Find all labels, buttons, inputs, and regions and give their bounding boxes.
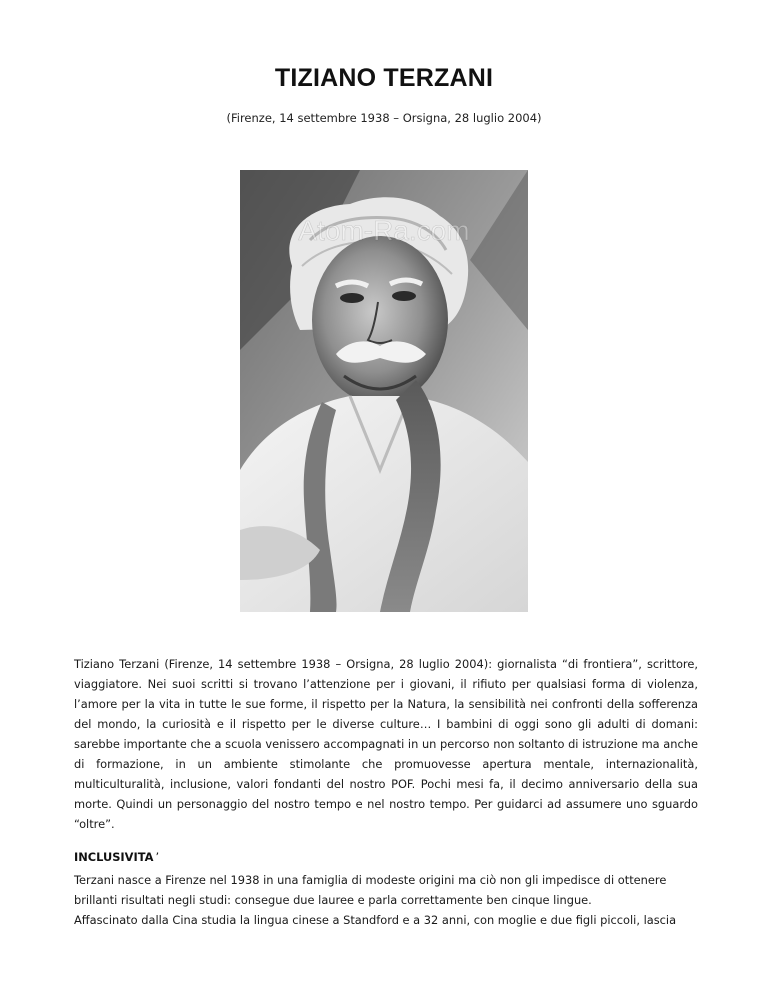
section-heading-text: INCLUSIVITA (74, 850, 154, 864)
portrait-illustration (240, 170, 528, 612)
page-subtitle: (Firenze, 14 settembre 1938 – Orsigna, 28 luglio 2004) (226, 111, 542, 125)
section-heading-mark: ’ (155, 850, 160, 864)
photo-watermark: Atom-Ra.com (298, 215, 470, 246)
page-title: TIZIANO TERZANI (274, 64, 494, 92)
section-line: Terzani nasce a Firenze nel 1938 in una famiglia di modeste origini ma ciò non gli impedisce di ottenere (74, 873, 667, 887)
portrait-photo (240, 170, 528, 612)
section-body (74, 870, 714, 930)
section-line: brillanti risultati negli studi: consegue due lauree e parla correttamente ben cinque lingue. (74, 893, 592, 907)
intro-paragraph: Tiziano Terzani (Firenze, 14 settembre 1938 – Orsigna, 28 luglio 2004): giornalista “di frontiera”, scrittore, viaggiatore. Nei suoi scritti si trovano l’attenzione per i giovani, il rifiuto per qualsiasi forma di violenza, l’amore per la vita in tutte le sue forme, il rispetto per la Natura, la sensibilità nei confronti della sofferenza del mondo, la curiosità e il rispetto per le diverse culture… I bambini di oggi sono gli adulti di domani: sarebbe importante che a scuola venissero accompagnati in un percorso non soltanto di istruzione ma anche di formazione, in un ambiente stimolante che promuovesse apertura mentale, internazionalità, multiculturalità, inclusione, valori fondanti del nostro POF. Pochi mesi fa, il decimo anniversario della sua morte. Quindi un personaggio del nostro tempo e nel nostro tempo. Per guidarci ad assumere uno sguardo “oltre”. (74, 657, 698, 831)
section-heading (74, 850, 159, 864)
section-line: Affascinato dalla Cina studia la lingua cinese a Standford e a 32 anni, con moglie e due figli piccoli, lascia (74, 913, 677, 927)
